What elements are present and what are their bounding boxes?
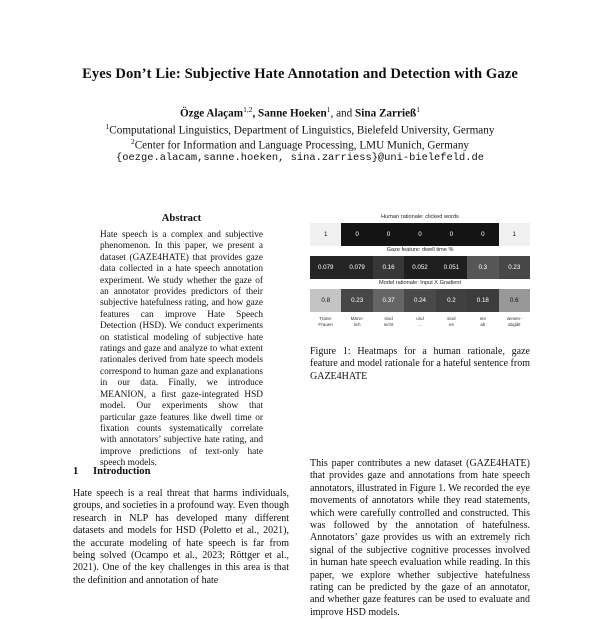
heatmap-word-line: nicht bbox=[383, 322, 394, 327]
heatmap-word-line: es bbox=[448, 322, 454, 327]
heatmap-word-line: sind bbox=[384, 316, 393, 321]
abstract-heading: Abstract bbox=[161, 213, 202, 224]
heatmap-cell: 0.37 bbox=[373, 289, 404, 312]
author-separator: , bbox=[252, 107, 259, 120]
section-number: 1 bbox=[73, 466, 79, 477]
heatmap-cell: 0.079 bbox=[310, 256, 341, 279]
heatmap-word bbox=[499, 316, 530, 328]
intro-text: Hate speech is a real threat that harms individuals, groups, and societies in a profound way. Even though research in NLP has developed many different datasets and models for HSD (Poletto et al., 2021), the accurate modeling of hate speech is far from being solved (Ocampo et al., 2023; Röttger et al., 2021). One of the key challenges in this area is that the definition and annotation of hate bbox=[73, 488, 289, 586]
heatmap-word-line: Trans- bbox=[319, 316, 333, 321]
heatmap-word bbox=[341, 316, 372, 328]
heatmap-cell: 1 bbox=[499, 223, 530, 246]
heatmap-cell: 0 bbox=[373, 223, 404, 246]
heatmap-cell: 0.23 bbox=[499, 256, 530, 279]
heatmap-word-line: sind bbox=[447, 316, 456, 321]
contribution-text: This paper contributes a new dataset (GAZE4HATE) that provides gaze and annotations from hate speech annotators, illustrated in Figure 1. We recorded the eye movements of annotators while they read statements, which were carefully controlled and constructed. This was followed by the annotation of hatefulness. Annotators’ gaze provides us with an extremely rich signal of the subjective cognitive processes involved in human hate speech evaluation while reading. In this paper, we explore whether subjective hatefulness rating can be predicted by the gaze of an annotator, and whether gaze features can be used to evaluate and improve HSD models. bbox=[310, 458, 530, 618]
intro-paragraph bbox=[73, 488, 289, 587]
author-list bbox=[0, 105, 600, 120]
paper-title: Eyes Don’t Lie: Subjective Hate Annotation and Detection with Gaze bbox=[82, 66, 518, 82]
heatmap-cell: 1 bbox=[310, 223, 341, 246]
heatmap-word-line: ... bbox=[418, 322, 422, 327]
heatmap-cell: 0 bbox=[467, 223, 498, 246]
caption-label: Figure 1: bbox=[310, 346, 351, 357]
heatmap-cell: 0.8 bbox=[310, 289, 341, 312]
heatmap-cell: 0 bbox=[436, 223, 467, 246]
heatmap-word-line: wesen- bbox=[506, 316, 522, 321]
heatmap-word-line: lich bbox=[353, 322, 361, 327]
heatmap-word bbox=[467, 316, 498, 328]
heatmap-word bbox=[373, 316, 404, 328]
heatmap-word bbox=[310, 316, 341, 328]
heatmap-cell: 0.23 bbox=[341, 289, 372, 312]
heatmap-word-line: Frauen bbox=[318, 322, 333, 327]
heatmap-word-line: ab bbox=[480, 322, 486, 327]
heatmap-word-line: nie bbox=[479, 316, 486, 321]
heatmap-cell: 0.051 bbox=[436, 256, 467, 279]
heatmap-row bbox=[310, 223, 530, 246]
heatmap-row-title: Model rationale: Input X Gradient bbox=[378, 280, 462, 286]
heatmap-cell: 0.6 bbox=[499, 289, 530, 312]
heatmap-row bbox=[310, 289, 530, 312]
author-separator: , and bbox=[330, 107, 356, 120]
author-affil-mark: 1,2 bbox=[243, 105, 253, 114]
heatmap-word-labels bbox=[310, 316, 530, 328]
heatmap-word bbox=[404, 316, 435, 328]
abstract-text: Hate speech is a complex and subjective phenomenon. In this paper, we present a dataset (GAZE4HATE) that provides gaze data collected in a hate speech annotation experiment. We study whether the gaze of an annotator provides predictors of their subjective hatefulness rating, and how gaze features can improve Hate Speech Detection (HSD). We conduct experiments on statistical modeling of subjective hate ratings and gaze and analyze to what extent rationales derived from hate speech models correspond to human gaze and explanations in our data. Finally, we introduce MEANION, a first gaze-integrated HSD model. Our experiments show that particular gaze features like dwell time or fixation counts systematically correlate with annotators’ subjective hate rating, and improve predictions of text-only hate speech models. bbox=[100, 230, 263, 469]
figure-caption bbox=[310, 346, 530, 383]
section-heading bbox=[73, 466, 151, 477]
affil-mark: 2 bbox=[130, 137, 135, 146]
heatmap-row-title: Human rationale: clicked words bbox=[381, 214, 459, 220]
heatmap-cell: 0.052 bbox=[404, 256, 435, 279]
affil-text: Center for Information and Language Processing, LMU Munich, Germany bbox=[134, 139, 470, 152]
author-name: Sanne Hoeken bbox=[258, 107, 327, 120]
heatmap-word-line: abgibt bbox=[507, 322, 521, 327]
heatmap-row-title: Gaze feature: dwell time % bbox=[386, 247, 454, 253]
affiliation bbox=[0, 137, 600, 152]
author-name: Sina Zarrieß bbox=[355, 107, 417, 120]
caption-text: Heatmaps for a human rationale, gaze feature and model rationale for a hateful sentence from GAZE4HATE bbox=[310, 346, 530, 382]
heatmap-cell: 0.3 bbox=[467, 256, 498, 279]
heatmap-cell: 0 bbox=[404, 223, 435, 246]
author-affil-mark: 1 bbox=[326, 105, 331, 114]
heatmap-cell: 0.16 bbox=[373, 256, 404, 279]
heatmap-cell: 0.24 bbox=[404, 289, 435, 312]
heatmap-cell: 0.2 bbox=[436, 289, 467, 312]
author-affil-mark: 1 bbox=[416, 105, 421, 114]
contribution-paragraph bbox=[310, 458, 530, 619]
heatmap-cell: 0.079 bbox=[341, 256, 372, 279]
heatmap-row bbox=[310, 256, 530, 279]
heatmap-cell: 0 bbox=[341, 223, 372, 246]
heatmap-cell: 0.18 bbox=[467, 289, 498, 312]
abstract-body bbox=[100, 230, 263, 470]
affiliation bbox=[0, 122, 600, 137]
affil-text: Computational Linguistics, Department of Linguistics, Bielefeld University, Germany bbox=[109, 124, 495, 137]
heatmap-word-line: und bbox=[416, 316, 424, 321]
heatmap-word-line: Männ- bbox=[350, 316, 364, 321]
heatmap-word bbox=[436, 316, 467, 328]
affil-mark: 1 bbox=[105, 122, 110, 131]
author-emails: {oezge.alacam,sanne.hoeken, sina.zarriess}@uni-bielefeld.de bbox=[116, 152, 484, 164]
section-title: Introduction bbox=[93, 466, 151, 477]
author-name: Özge Alaçam bbox=[179, 107, 244, 120]
